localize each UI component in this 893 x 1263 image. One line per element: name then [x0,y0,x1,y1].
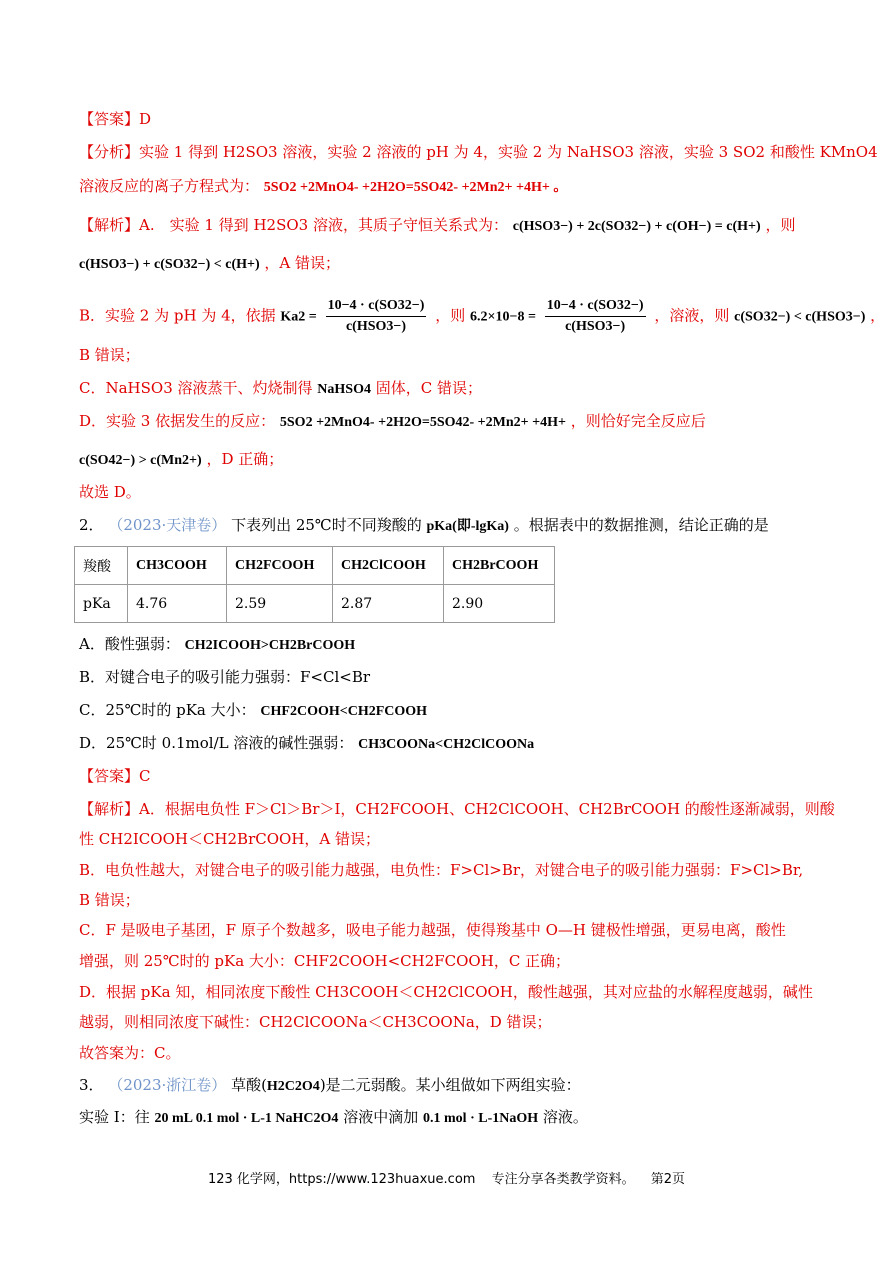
q1-b-text2: ，则 [435,306,466,325]
q2-stem-text: 下表列出 25℃时不同羧酸的 [231,516,422,534]
q1-d-text: D．实验 3 依据发生的反应： [79,412,276,430]
q1-jiexi-a2-end: ，A 错误； [264,254,341,272]
pka-table [74,546,555,623]
q2-option-b: B．对键合电子的吸引能力强弱：F<Cl<Br [79,668,371,686]
q1-d-inequality: c(SO42−) > c(Mn2+) [79,453,202,468]
q2-d-text: D．25℃时 0.1mol/L 溶液的碱性强弱： [79,734,354,752]
q1-proton-balance: c(HSO3−) + 2c(SO32−) + c(OH−) = c(H+) [512,219,761,234]
q2-pka-def: pKa(即-lgKa) [426,519,509,534]
q2-stem [79,515,833,537]
q1-choose: 故选 D。 [79,483,141,501]
q1-jiexi-a2 [79,253,833,275]
q3-exp-formula-2: 0.1 mol · L-1NaOH [423,1111,539,1126]
q2-d-formula: CH3COONa<CH2ClCOONa [358,737,535,752]
q2-stem-end: 。根据表中的数据推测，结论正确的是 [513,516,769,534]
q1-ka2: Ka2 = [280,309,317,325]
q3-source: （2023·浙江卷） [108,1076,227,1094]
q2-a-text: A．酸性强弱： [79,635,180,653]
q1-option-d [79,411,833,433]
table-cell: 2.90 [444,585,555,623]
q1-ionic-equation: 5SO2 +2MnO4- +2H2O=5SO42- +2Mn2+ +4H+ 。 [263,180,568,195]
q1-b-end: ， [870,306,886,325]
q2-jiexi-5: C．F 是吸电子基团，F 原子个数越多，吸电子能力越强，使得羧基中 O—H 键极性增强，更易电离，酸性 [79,921,786,939]
q1-option-b [79,296,886,337]
table-cell: pKa [75,585,128,623]
q2-option-a [79,634,833,656]
q1-c-end: 固体，C 错误； [375,379,483,397]
q1-ka-fraction: $\frac{10-4 \cdot c(SO32-)}{\text{c(HSO3−)}}$ [327,298,425,334]
q1-d2-end: ，D 正确； [206,450,284,468]
q1-jiexi-a-end: ，则 [765,216,796,234]
q2-jiexi-2: 性 CH2ICOOH＜CH2BrCOOH，A 错误； [79,830,380,848]
table-cell: CH2FCOOH [227,547,333,585]
q2-c-formula: CHF2COOH<CH2FCOOH [260,704,428,719]
q1-analysis-text: 溶液反应的离子方程式为： [79,177,260,195]
table-header-row [75,547,555,585]
q3-stem [79,1075,833,1097]
q3-experiment-1 [79,1107,833,1129]
q2-jiexi-8: 越弱，则相同浓度下碱性：CH2ClCOONa＜CH3COONa，D 错误； [79,1013,552,1031]
q2-option-d [79,733,833,755]
q1-d-end: ，则恰好完全反应后 [570,412,706,430]
q1-ka-fraction-2: $\frac{10-4 \cdot c(SO32-)}{\text{c(HSO3−)}}$ [546,298,644,334]
q1-b-wrong: B 错误； [79,346,140,364]
q3-stem-text: 草酸( [231,1076,267,1094]
q2-answer: 【答案】C [79,767,151,785]
q3-exp-end: 溶液。 [542,1108,588,1126]
q2-c-text: C．25℃时的 pKa 大小： [79,701,256,719]
table-cell: 羧酸 [75,547,128,585]
q3-number: 3． [79,1076,104,1094]
q1-jiexi-a [79,215,833,237]
q1-option-c [79,378,833,400]
footer-site: 123 化学网，https://www.123huaxue.com [207,1172,476,1187]
q1-option-d2 [79,449,833,471]
table-cell: 2.59 [227,585,333,623]
q2-number: 2． [79,516,104,534]
q1-d-equation: 5SO2 +2MnO4- +2H2O=5SO42- +2Mn2+ +4H+ [279,415,566,430]
q2-jiexi-6: 增强，则 25℃时的 pKa 大小：CHF2COOH<CH2FCOOH，C 正确； [79,952,571,970]
footer-slogan: 专注分享各类教学资料。 [491,1172,635,1187]
q1-c-text: C．NaHSO3 溶液蒸干、灼烧制得 [79,379,313,397]
q2-jiexi-3: B．电负性越大，对键合电子的吸引能力越强，电负性：F>Cl>Br，对键合电子的吸引能力强弱：F>Cl>Br, [79,861,804,879]
q2-option-c [79,700,833,722]
q1-inequality-a: c(HSO3−) + c(SO32−) < c(H+) [79,257,260,272]
q2-final: 故答案为：C。 [79,1044,181,1062]
q1-62: 6.2×10−8 = [470,309,536,325]
q1-b-inequality: c(SO32−) < c(HSO3−) [734,309,866,325]
table-cell: CH2ClCOOH [333,547,444,585]
q2-source: （2023·天津卷） [108,516,227,534]
table-cell: 4.76 [128,585,227,623]
q1-analysis: 【分析】实验 1 得到 H2SO3 溶液，实验 2 溶液的 pH 为 4，实验 2 为 NaHSO3 溶液，实验 3 SO2 和酸性 KMnO4 [79,143,878,161]
q3-exp-text: 实验 I：往 [79,1108,150,1126]
q1-answer: 【答案】D [79,110,152,128]
page-footer [0,1168,893,1187]
q3-oxalic: H2C2O4 [266,1079,320,1094]
q2-jiexi-4: B 错误； [79,891,140,909]
table-cell: CH2BrCOOH [444,547,555,585]
table-cell: CH3COOH [128,547,227,585]
table-row [75,585,555,623]
table-cell: 2.87 [333,585,444,623]
q1-c-formula: NaHSO4 [317,382,371,397]
q2-a-formula: CH2ICOOH>CH2BrCOOH [184,638,356,653]
q1-b-text3: ，溶液，则 [654,306,730,325]
q3-exp-formula-1: 20 mL 0.1 mol · L-1 NaHC2O4 [154,1111,339,1126]
q3-exp-text-2: 溶液中滴加 [343,1108,419,1126]
q3-stem-end: )是二元弱酸。某小组做如下两组实验： [319,1076,581,1094]
footer-page-number: 第2页 [650,1172,686,1187]
q2-jiexi-7: D．根据 pKa 知，相同浓度下酸性 CH3COOH＜CH2ClCOOH，酸性越强，其对应盐的水解程度越弱，碱性 [79,983,813,1001]
q2-jiexi-1: 【解析】A．根据电负性 F＞Cl＞Br＞I，CH2FCOOH、CH2ClCOOH、CH2BrCOOH 的酸性逐渐减弱，则酸 [79,800,835,818]
q1-b-text: B．实验 2 为 pH 为 4，依据 [79,306,276,325]
q1-analysis-line2 [79,176,833,198]
q1-jiexi-a-text: 【解析】A. 实验 1 得到 H2SO3 溶液，其质子守恒关系式为： [79,216,508,234]
